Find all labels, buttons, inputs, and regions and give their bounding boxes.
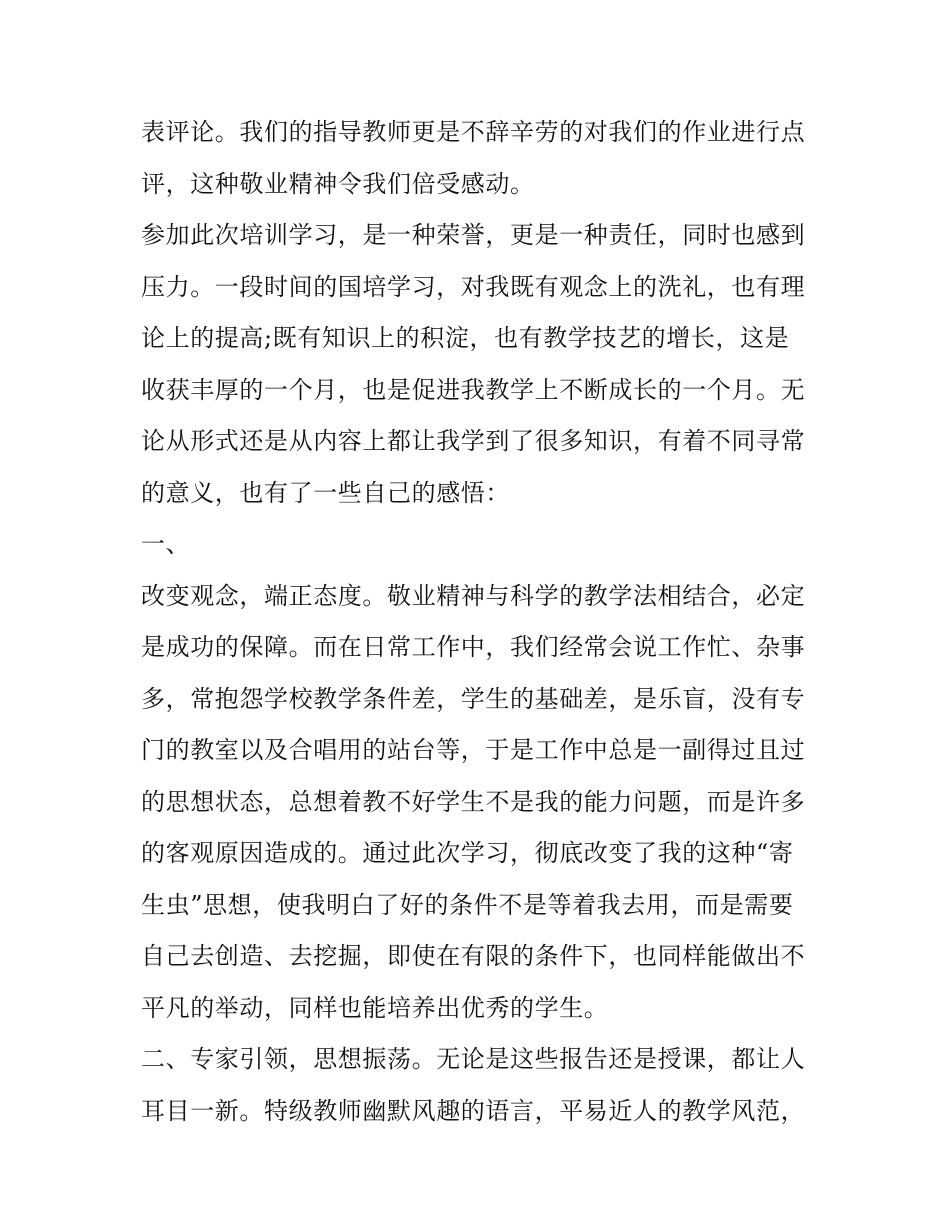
text-line: 表评论。我们的指导教师更是不辞辛劳的对我们的作业进行点: [141, 118, 806, 146]
text-line: 的意义，也有了一些自己的感悟：: [141, 478, 510, 507]
text-line: 耳目一新。特级教师幽默风趣的语言，平易近人的教学风范，: [141, 1096, 806, 1125]
text-line: 收获丰厚的一个月，也是促进我教学上不断成长的一个月。无: [141, 375, 806, 404]
text-line: 参加此次培训学习，是一种荣誉，更是一种责任，同时也感到: [141, 221, 806, 249]
text-line: 多，常抱怨学校教学条件差，学生的基础差，是乐盲，没有专: [141, 684, 806, 713]
text-line: 自己去创造、去挖掘，即使在有限的条件下，也同样能做出不: [141, 942, 806, 970]
text-line: 改变观念，端正态度。敬业精神与科学的教学法相结合，必定: [141, 581, 806, 610]
text-line: 的思想状态，总想着教不好学生不是我的能力问题，而是许多: [141, 787, 806, 816]
text-line: 论从形式还是从内容上都让我学到了很多知识，有着不同寻常: [141, 427, 806, 455]
text-line: 二、专家引领，思想振荡。无论是这些报告还是授课，都让人: [141, 1045, 806, 1073]
section-number: 一、: [141, 530, 191, 558]
text-line: 是成功的保障。而在日常工作中，我们经常会说工作忙、杂事: [141, 633, 806, 661]
text-line: 生虫”思想，使我明白了好的条件不是等着我去用，而是需要: [141, 890, 794, 919]
text-line: 平凡的举动，同样也能培养出优秀的学生。: [141, 993, 609, 1022]
text-line: 的客观原因造成的。通过此次学习，彻底改变了我的这种“寄: [141, 839, 794, 867]
text-line: 门的教室以及合唱用的站台等，于是工作中总是一副得过且过: [141, 736, 806, 764]
text-line: 评，这种敬业精神令我们倍受感动。: [141, 169, 535, 198]
text-line: 论上的提高;既有知识上的积淀，也有教学技艺的增长，这是: [141, 324, 790, 352]
body-text: [141, 109, 821, 1139]
text-line: 压力。一段时间的国培学习，对我既有观念上的洗礼，也有理: [141, 272, 806, 301]
